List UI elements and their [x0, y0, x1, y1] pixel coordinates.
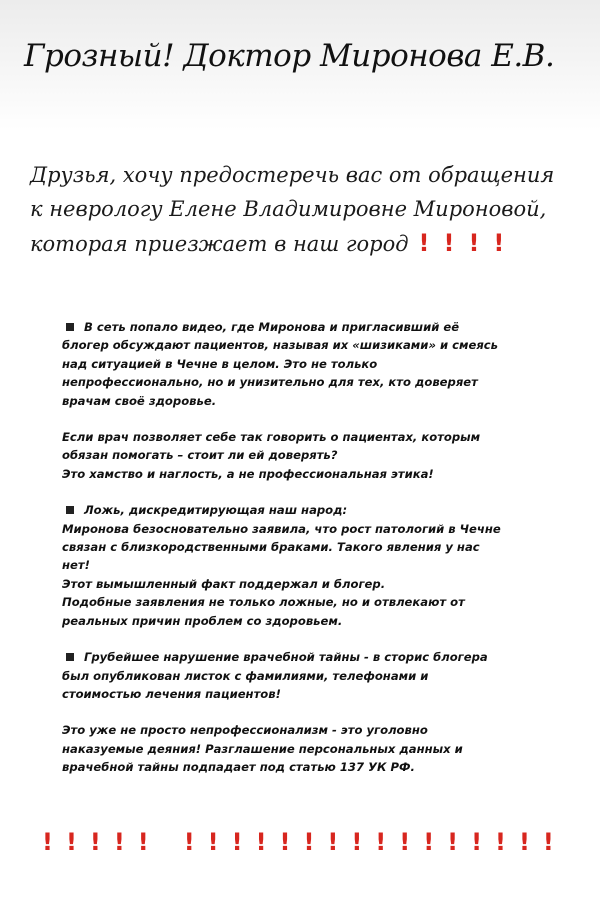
section-line: Это уже не просто непрофессионализм - это уголовно: [62, 723, 428, 738]
section-line: связан с близкородственными браками. Такого явления у нас: [62, 540, 480, 555]
section-line: Этот вымышленный факт поддержал и блогер.: [62, 576, 386, 591]
intro-line: к неврологу Елене Владимировне Мироновой,: [30, 197, 547, 221]
footer-exclamations: [42, 828, 567, 856]
section-line: над ситуацией в Чечне в целом. Это не только: [62, 356, 378, 371]
section-line: В сеть попало видео, где Миронова и пригласивший её: [84, 320, 460, 334]
section-line: был опубликован листок с фамилиями, телефонами и: [62, 668, 429, 683]
section-line: Если врач позволяет себе так говорить о пациентах, которым: [62, 430, 481, 445]
section-lie: [62, 501, 562, 630]
intro-paragraph: [30, 158, 590, 261]
section-line: наказуемые деяния! Разглашение персональных данных и: [62, 741, 463, 756]
section-line: Миронова безосновательно заявила, что рост патологий в Чечне: [62, 521, 501, 536]
section-line: обязан помогать – стоит ли ей доверять?: [62, 448, 338, 463]
section-line: врачам своё здоровье.: [62, 393, 217, 408]
section-line: стоимостью лечения пациентов!: [62, 686, 281, 701]
section-secrecy: [62, 648, 562, 703]
exclamation-group: !!!!!: [42, 828, 162, 856]
page-title: Грозный! Доктор Миронова Е.В.: [24, 38, 555, 74]
intro-exclamations: !!!!: [418, 229, 519, 257]
intro-line: [30, 226, 590, 261]
section-criminal: [62, 721, 562, 776]
intro-line: Друзья, хочу предостеречь вас от обращения: [30, 163, 555, 187]
section-line: Грубейшее нарушение врачебной тайны - в сторис блогера: [84, 650, 488, 665]
section-line: врачебной тайны подпадает под статью 137 УК РФ.: [62, 760, 415, 775]
section-line: нет!: [62, 558, 90, 573]
section-line: блогер обсуждают пациентов, называя их «шизиками» и смеясь: [62, 338, 498, 353]
section-video: [62, 318, 562, 410]
intro-line-text: которая приезжает в наш город: [30, 232, 409, 256]
section-line: непрофессионально, но и унизительно для тех, кто доверяет: [62, 375, 478, 390]
article-body: [62, 318, 562, 795]
section-line: Подобные заявления не только ложные, но и отвлекают от: [62, 595, 465, 610]
section-line: Ложь, дискредитирующая наш народ:: [84, 503, 348, 518]
section-line: Это хамство и наглость, а не профессиональная этика!: [62, 466, 434, 481]
section-trust: [62, 428, 562, 483]
exclamation-group: !!!!!!!!!!!!!!!!: [183, 828, 567, 856]
bullet-square-icon: [66, 653, 74, 661]
bullet-square-icon: [66, 506, 74, 514]
section-line: реальных причин проблем со здоровьем.: [62, 613, 343, 628]
bullet-square-icon: [66, 323, 74, 331]
